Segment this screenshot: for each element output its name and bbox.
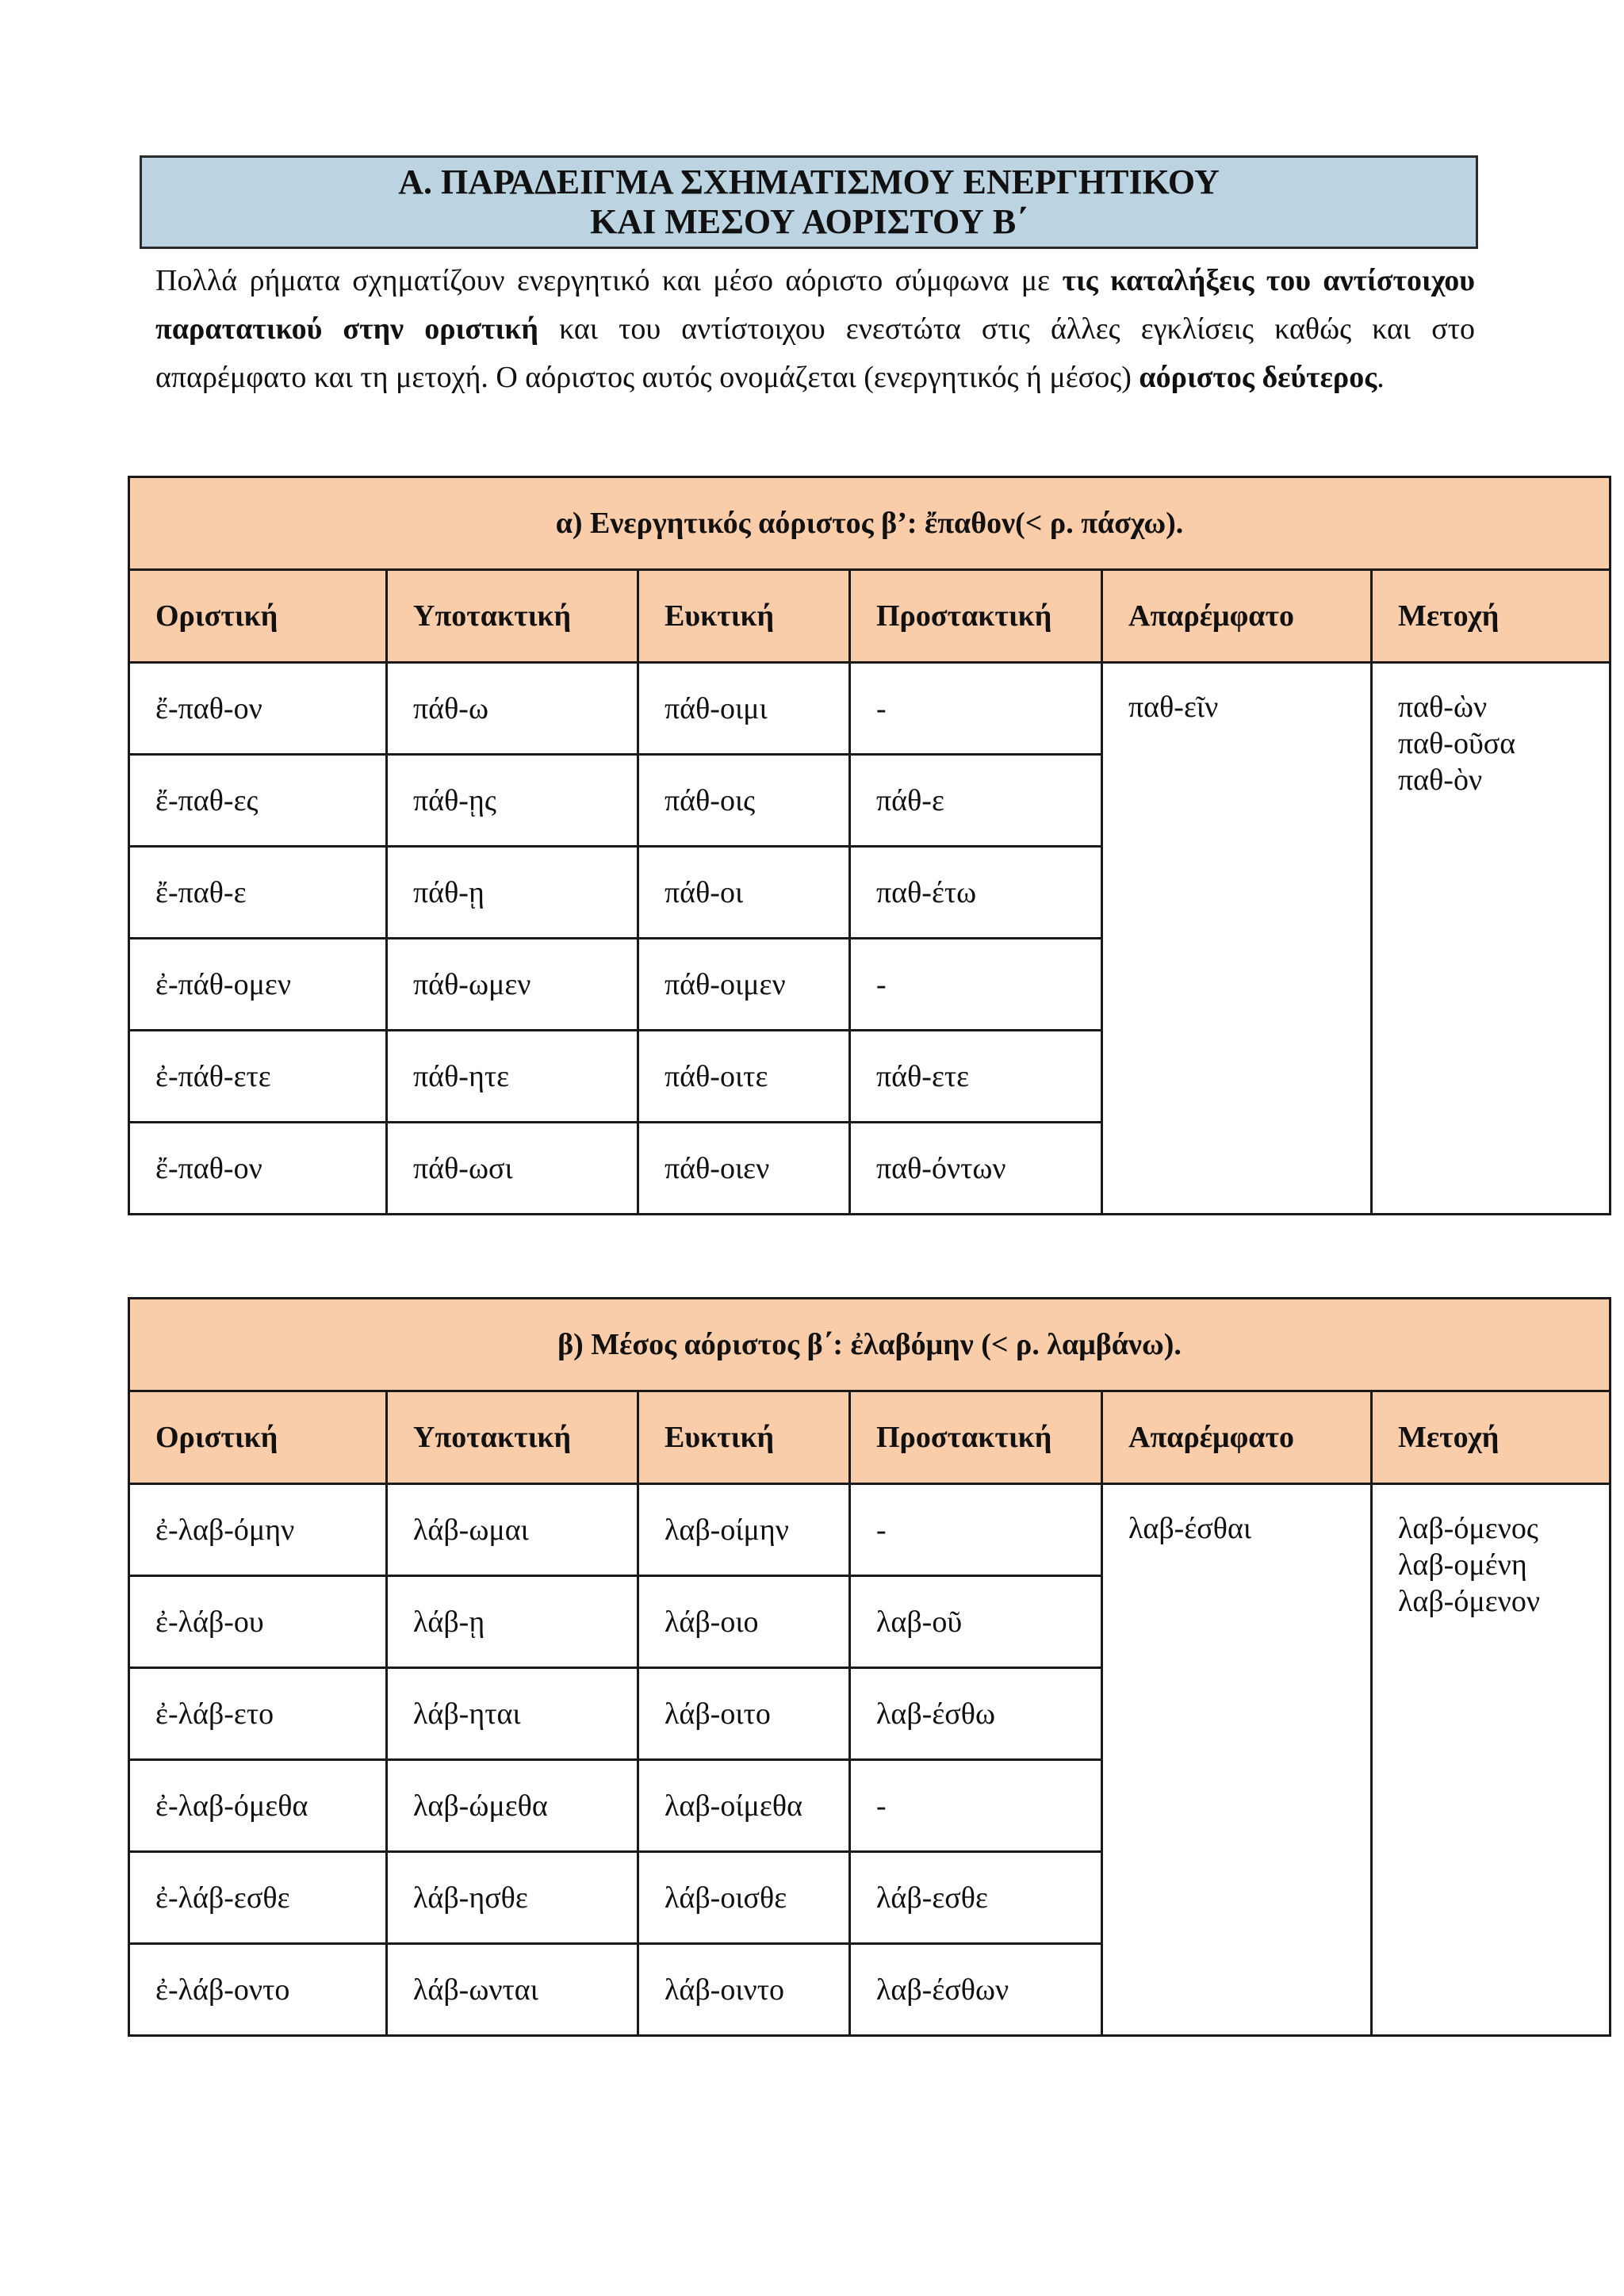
table-cell: λάβ-ῃ	[387, 1576, 638, 1668]
table-cell: πάθ-οι	[638, 847, 850, 939]
table-caption: β) Μέσος αόριστος β΄: ἐλαβόμην (< ρ. λαμβάνω).	[129, 1299, 1611, 1391]
table-cell: λάβ-οιτο	[638, 1668, 850, 1760]
table-cell: -	[850, 663, 1102, 755]
table-cell: λαβ-οῦ	[850, 1576, 1102, 1668]
table-cell: λαβ-ώμεθα	[387, 1760, 638, 1852]
table-cell: ἔ-παθ-ον	[129, 1123, 387, 1215]
column-header-subjunctive: Υποτακτική	[387, 570, 638, 663]
infinitive-form: λαβ-έσθαι	[1128, 1512, 1252, 1545]
column-header-infinitive: Απαρέμφατο	[1102, 1391, 1372, 1484]
column-header-indicative: Οριστική	[129, 570, 387, 663]
table-cell: ἐ-λαβ-όμεθα	[129, 1760, 387, 1852]
table-cell: λάβ-εσθε	[850, 1852, 1102, 1944]
column-header-optative: Ευκτική	[638, 1391, 850, 1484]
table-cell: πάθ-ητε	[387, 1031, 638, 1123]
table-cell: λαβ-οίμεθα	[638, 1760, 850, 1852]
table-cell: ἔ-παθ-ε	[129, 847, 387, 939]
table-cell: πάθ-οιτε	[638, 1031, 850, 1123]
table-cell: πάθ-οιεν	[638, 1123, 850, 1215]
table-cell: πάθ-ῃ	[387, 847, 638, 939]
middle-aorist-table	[128, 1297, 1609, 2035]
column-header-infinitive: Απαρέμφατο	[1102, 570, 1372, 663]
table-cell: -	[850, 1484, 1102, 1576]
table-cell: λάβ-οισθε	[638, 1852, 850, 1944]
table-cell: παθ-όντων	[850, 1123, 1102, 1215]
intro-bold-2: αόριστος δεύτερος	[1139, 361, 1377, 394]
participle-form: λαβ-ομένη	[1398, 1548, 1527, 1582]
table-caption: α) Ενεργητικός αόριστος β’: ἔπαθον(< ρ. πάσχω).	[129, 477, 1611, 570]
table-cell: -	[850, 939, 1102, 1031]
infinitive-form: παθ-εῖν	[1128, 691, 1219, 724]
table-cell: ἐ-λάβ-οντο	[129, 1944, 387, 2036]
intro-paragraph	[155, 257, 1475, 402]
table-cell: πάθ-οιμεν	[638, 939, 850, 1031]
page-title-line2: ΚΑΙ ΜΕΣΟΥ ΑΟΡΙΣΤΟΥ Β΄	[590, 202, 1028, 241]
table-cell: λάβ-ηται	[387, 1668, 638, 1760]
table-cell: ἐ-πάθ-ομεν	[129, 939, 387, 1031]
table-cell: λάβ-ωμαι	[387, 1484, 638, 1576]
column-header-subjunctive: Υποτακτική	[387, 1391, 638, 1484]
table-row	[129, 663, 1611, 755]
table-cell: ἐ-λάβ-ετο	[129, 1668, 387, 1760]
table-cell: λαβ-έσθων	[850, 1944, 1102, 2036]
table-cell: λαβ-οίμην	[638, 1484, 850, 1576]
table-cell: λάβ-οιντο	[638, 1944, 850, 2036]
table-cell: πάθ-οις	[638, 755, 850, 847]
table-cell: παθ-έτω	[850, 847, 1102, 939]
participle-cell	[1372, 663, 1611, 1215]
column-header-participle: Μετοχή	[1372, 1391, 1611, 1484]
column-header-optative: Ευκτική	[638, 570, 850, 663]
participle-form: λαβ-όμενον	[1398, 1585, 1541, 1618]
page-title	[140, 155, 1478, 249]
column-header-imperative: Προστακτική	[850, 570, 1102, 663]
table-cell: ἔ-παθ-ον	[129, 663, 387, 755]
table-cell: λάβ-ωνται	[387, 1944, 638, 2036]
column-header-imperative: Προστακτική	[850, 1391, 1102, 1484]
table-cell: ἐ-λαβ-όμην	[129, 1484, 387, 1576]
intro-text-3: .	[1377, 361, 1385, 394]
table-row	[129, 1484, 1611, 1576]
table-cell: λάβ-οιο	[638, 1576, 850, 1668]
participle-form: παθ-οῦσα	[1398, 727, 1516, 760]
table-cell: πάθ-ετε	[850, 1031, 1102, 1123]
table-cell: πάθ-ωμεν	[387, 939, 638, 1031]
infinitive-cell	[1102, 1484, 1372, 2036]
active-aorist-table	[128, 476, 1609, 1214]
table-cell: ἐ-λάβ-εσθε	[129, 1852, 387, 1944]
table-cell: ἐ-πάθ-ετε	[129, 1031, 387, 1123]
table-cell: πάθ-ωσι	[387, 1123, 638, 1215]
intro-text-2: και του αντίστοιχου ενεστώτα στις άλλες εγκλίσεις καθώς και στο απαρέμφατο και τη μετοχή. Ο αόριστος αυτός ονομάζεται (ενεργητικός ή μέσος)	[155, 312, 1475, 394]
intro-bold-1: τις καταλήξεις του αντίστοιχου παρατατικού στην οριστική	[155, 264, 1475, 346]
page-title-line1: Α. ΠΑΡΑΔΕΙΓΜΑ ΣΧΗΜΑΤΙΣΜΟΥ ΕΝΕΡΓΗΤΙΚΟΥ	[398, 163, 1220, 201]
participle-form: παθ-ὼν	[1398, 691, 1488, 724]
table-cell: λαβ-έσθω	[850, 1668, 1102, 1760]
infinitive-cell	[1102, 663, 1372, 1215]
table-cell: λάβ-ησθε	[387, 1852, 638, 1944]
participle-cell	[1372, 1484, 1611, 2036]
table-cell: ἐ-λάβ-ου	[129, 1576, 387, 1668]
table-cell: πάθ-ῃς	[387, 755, 638, 847]
table-cell: -	[850, 1760, 1102, 1852]
table-cell: πάθ-ω	[387, 663, 638, 755]
intro-text-1: Πολλά ρήματα σχηματίζουν ενεργητικό και μέσο αόριστο σύμφωνα με	[155, 264, 1063, 297]
participle-form: λαβ-όμενος	[1398, 1512, 1538, 1545]
participle-form: παθ-ὸν	[1398, 763, 1483, 797]
column-header-indicative: Οριστική	[129, 1391, 387, 1484]
table-cell: πάθ-οιμι	[638, 663, 850, 755]
table-cell: πάθ-ε	[850, 755, 1102, 847]
table-cell: ἔ-παθ-ες	[129, 755, 387, 847]
column-header-participle: Μετοχή	[1372, 570, 1611, 663]
